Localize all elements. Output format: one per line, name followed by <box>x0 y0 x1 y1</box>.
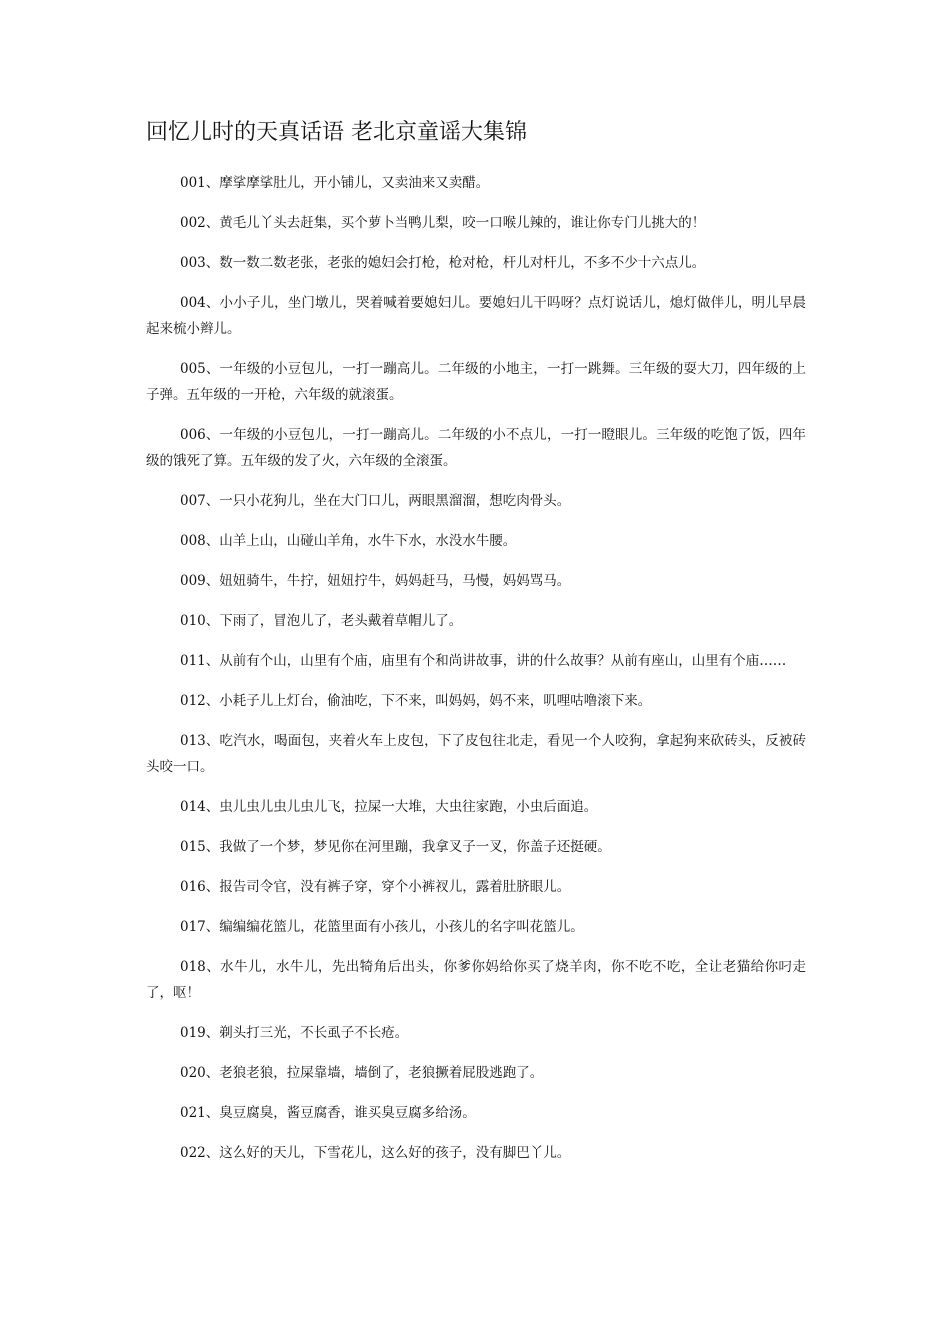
nursery-rhyme-018: 018、水牛儿，水牛儿，先出犄角后出头，你爹你妈给你买了烧羊肉，你不吃不吃，全让老猫给你叼走了，呕！ <box>146 959 806 1001</box>
nursery-rhyme-021: 021、臭豆腐臭，酱豆腐香，谁买臭豆腐多给汤。 <box>180 1105 476 1121</box>
nursery-rhyme-017: 017、编编编花篮儿，花篮里面有小孩儿，小孩儿的名字叫花篮儿。 <box>180 919 584 935</box>
nursery-rhyme-011: 011、从前有个山，山里有个庙，庙里有个和尚讲故事，讲的什么故事？从前有座山，山里有个庙…… <box>180 653 787 669</box>
nursery-rhyme-013: 013、吃汽水，喝面包，夹着火车上皮包，下了皮包往北走，看见一个人咬狗，拿起狗来砍砖头，反被砖头咬一口。 <box>146 733 806 775</box>
nursery-rhyme-016: 016、报告司令官，没有裤子穿，穿个小裤衩儿，露着肚脐眼儿。 <box>180 879 571 895</box>
nursery-rhyme-019: 019、剃头打三光，不长虱子不长疮。 <box>180 1025 409 1041</box>
nursery-rhyme-022: 022、这么好的天儿，下雪花儿，这么好的孩子，没有脚巴丫儿。 <box>180 1145 571 1161</box>
nursery-rhyme-007: 007、一只小花狗儿，坐在大门口儿，两眼黑溜溜，想吃肉骨头。 <box>180 493 571 509</box>
nursery-rhyme-003: 003、数一数二数老张，老张的媳妇会打枪，枪对枪，杆儿对杆儿，不多不少十六点儿。 <box>180 255 706 271</box>
document-title: 回忆儿时的天真话语 老北京童谣大集锦 <box>146 120 527 145</box>
nursery-rhyme-002: 002、黄毛儿丫头去赶集，买个萝卜当鸭儿梨，咬一口喉儿辣的，谁让你专门儿挑大的！ <box>180 215 706 231</box>
nursery-rhyme-004: 004、小小子儿，坐门墩儿，哭着喊着要媳妇儿。要媳妇儿干吗呀？点灯说话儿，熄灯做伴儿，明儿早晨起来梳小辫儿。 <box>146 295 806 337</box>
nursery-rhyme-009: 009、妞妞骑牛，牛拧，妞妞拧牛，妈妈赶马，马慢，妈妈骂马。 <box>180 573 571 589</box>
nursery-rhyme-012: 012、小耗子儿上灯台，偷油吃，下不来，叫妈妈，妈不来，叽哩咕噜滚下来。 <box>180 693 652 709</box>
nursery-rhyme-015: 015、我做了一个梦，梦见你在河里蹦，我拿叉子一叉，你盖子还挺硬。 <box>180 839 611 855</box>
nursery-rhyme-014: 014、虫儿虫儿虫儿虫儿飞，拉屎一大堆，大虫往家跑，小虫后面追。 <box>180 799 598 815</box>
nursery-rhyme-020: 020、老狼老狼，拉屎靠墙，墙倒了，老狼撅着屁股逃跑了。 <box>180 1065 544 1081</box>
nursery-rhyme-001: 001、摩挲摩挲肚儿，开小铺儿，又卖油来又卖醋。 <box>180 175 490 191</box>
nursery-rhyme-008: 008、山羊上山，山碰山羊角，水牛下水，水没水牛腰。 <box>180 533 517 549</box>
nursery-rhyme-010: 010、下雨了，冒泡儿了，老头戴着草帽儿了。 <box>180 613 463 629</box>
document-body <box>146 170 806 1180</box>
nursery-rhyme-005: 005、一年级的小豆包儿，一打一蹦高儿。二年级的小地主，一打一跳舞。三年级的耍大刀，四年级的上子弹。五年级的一开枪，六年级的就滚蛋。 <box>146 361 806 403</box>
nursery-rhyme-006: 006、一年级的小豆包儿，一打一蹦高儿。二年级的小不点儿，一打一瞪眼儿。三年级的吃饱了饭，四年级的饿死了算。五年级的发了火，六年级的全滚蛋。 <box>146 427 806 469</box>
